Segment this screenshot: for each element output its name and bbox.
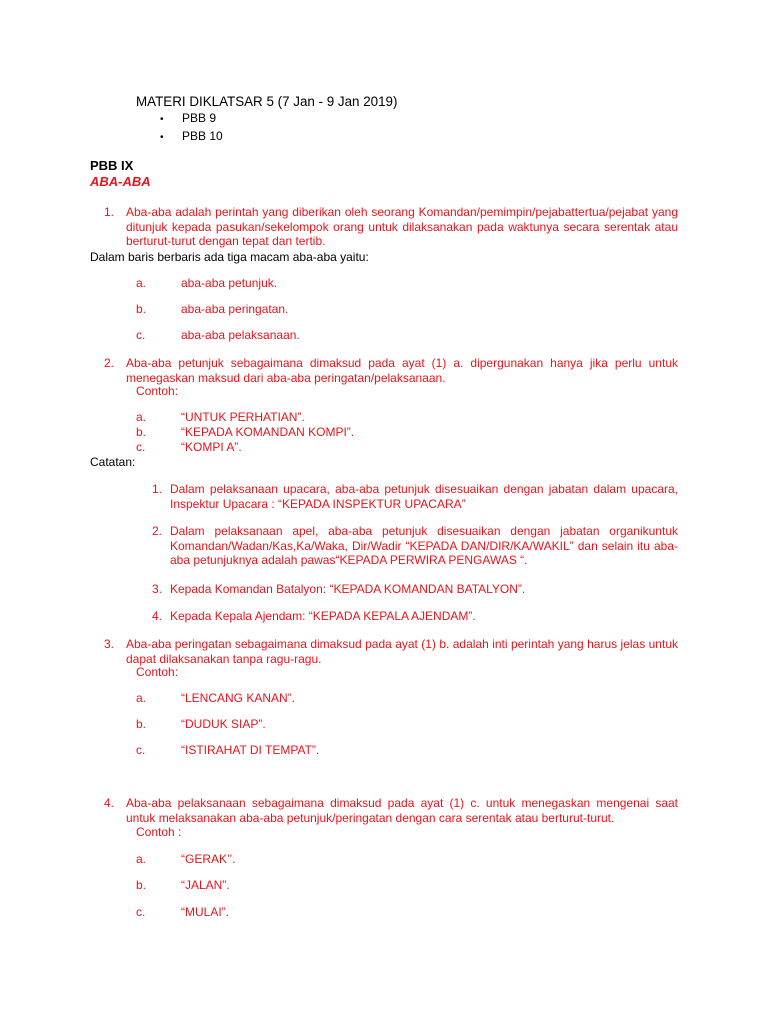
section-heading: PBB IX: [90, 158, 134, 173]
paragraph-number: 4.: [104, 796, 115, 810]
list-letter: a.: [136, 410, 147, 424]
contoh-label: Contoh:: [136, 665, 179, 679]
contoh-label: Contoh:: [136, 384, 179, 398]
paragraph-number: 1.: [104, 205, 115, 219]
catatan-label: Catatan:: [90, 455, 136, 469]
bullet-item: PBB 9: [182, 111, 217, 125]
list-letter: a.: [136, 852, 147, 866]
list-item: “LENCANG KANAN”.: [181, 691, 296, 705]
paragraph-text: Aba-aba pelaksanaan sebagaimana dimaksud pada ayat (1) c. untuk menegaskan mengenai saat untuk melaksanakan aba-aba petunjuk/peringatan dengan cara serentak atau berturut-turut.: [126, 796, 678, 825]
list-letter: c.: [136, 905, 146, 919]
bullet-icon: •: [160, 114, 164, 125]
list-letter: b.: [136, 425, 147, 439]
document-title: MATERI DIKLATSAR 5 (7 Jan - 9 Jan 2019): [136, 94, 398, 109]
list-item: “GERAK’’.: [181, 852, 236, 866]
list-letter: b.: [136, 717, 147, 731]
paragraph-text: Aba-aba adalah perintah yang diberikan oleh seorang Komandan/pemimpin/pejabattertua/pejabat yang ditunjuk kepada pasukan/sekelompok orang untuk dilaksanakan pada waktunya secara serentak atau berturut-turut dengan tepat dan tertib.: [126, 205, 678, 249]
list-item: aba-aba petunjuk.: [181, 276, 278, 290]
list-letter: c.: [136, 328, 146, 342]
list-letter: b.: [136, 878, 147, 892]
note-text: Kepada Kepala Ajendam: “KEPADA KEPALA AJENDAM”.: [170, 609, 476, 623]
list-item: “UNTUK PERHATIAN”.: [181, 410, 305, 424]
contoh-label: Contoh :: [136, 825, 182, 839]
list-letter: a.: [136, 691, 147, 705]
list-item: “DUDUK SIAP”.: [181, 717, 266, 731]
list-letter: b.: [136, 302, 147, 316]
list-item: “MULAI”.: [181, 905, 229, 919]
note-text: Dalam pelaksanaan apel, aba-aba petunjuk disesuaikan dengan jabatan organikuntuk Komandan/Wadan/Kas,Ka/Waka, Dir/Wadir “KEPADA DAN/DIR/KA/WAKIL” dan selain itu aba-aba petunjuknya adalah pawas“KEPADA PERWIRA PENGAWAS “.: [170, 524, 678, 568]
list-letter: c.: [136, 743, 146, 757]
note-text: Kepada Komandan Batalyon: “KEPADA KOMANDAN BATALYON”.: [170, 582, 526, 596]
paragraph-text: Aba-aba peringatan sebagaimana dimaksud pada ayat (1) b. adalah inti perintah yang harus jelas untuk dapat dilaksanakan tanpa ragu-ragu.: [126, 637, 678, 666]
bullet-item: PBB 10: [182, 129, 223, 143]
list-letter: a.: [136, 276, 147, 290]
note-number: 3.: [152, 582, 163, 596]
bullet-icon: •: [160, 132, 164, 143]
note-number: 2.: [152, 524, 163, 538]
list-letter: c.: [136, 440, 146, 454]
paragraph-number: 2.: [104, 356, 115, 370]
note-text: Dalam pelaksanaan upacara, aba-aba petunjuk disesuaikan dengan jabatan dalam upacara, Inspektur Upacara : “KEPADA INSPEKTUR UPACARA”: [170, 482, 678, 511]
paragraph-number: 3.: [104, 637, 115, 651]
paragraph-note: Dalam baris berbaris ada tiga macam aba-aba yaitu:: [90, 250, 369, 264]
list-item: aba-aba peringatan.: [181, 302, 289, 316]
list-item: “JALAN”.: [181, 878, 230, 892]
note-number: 4.: [152, 609, 163, 623]
list-item: “ISTIRAHAT DI TEMPAT”.: [181, 743, 320, 757]
list-item: aba-aba pelaksanaan.: [181, 328, 300, 342]
note-number: 1.: [152, 482, 163, 496]
list-item: “KOMPI A”.: [181, 440, 242, 454]
paragraph-text: Aba-aba petunjuk sebagaimana dimaksud pada ayat (1) a. dipergunakan hanya jika perlu untuk menegaskan maksud dari aba-aba peringatan/pelaksanaan.: [126, 356, 678, 385]
list-item: “KEPADA KOMANDAN KOMPI”.: [181, 425, 355, 439]
section-subheading: ABA-ABA: [90, 174, 151, 189]
